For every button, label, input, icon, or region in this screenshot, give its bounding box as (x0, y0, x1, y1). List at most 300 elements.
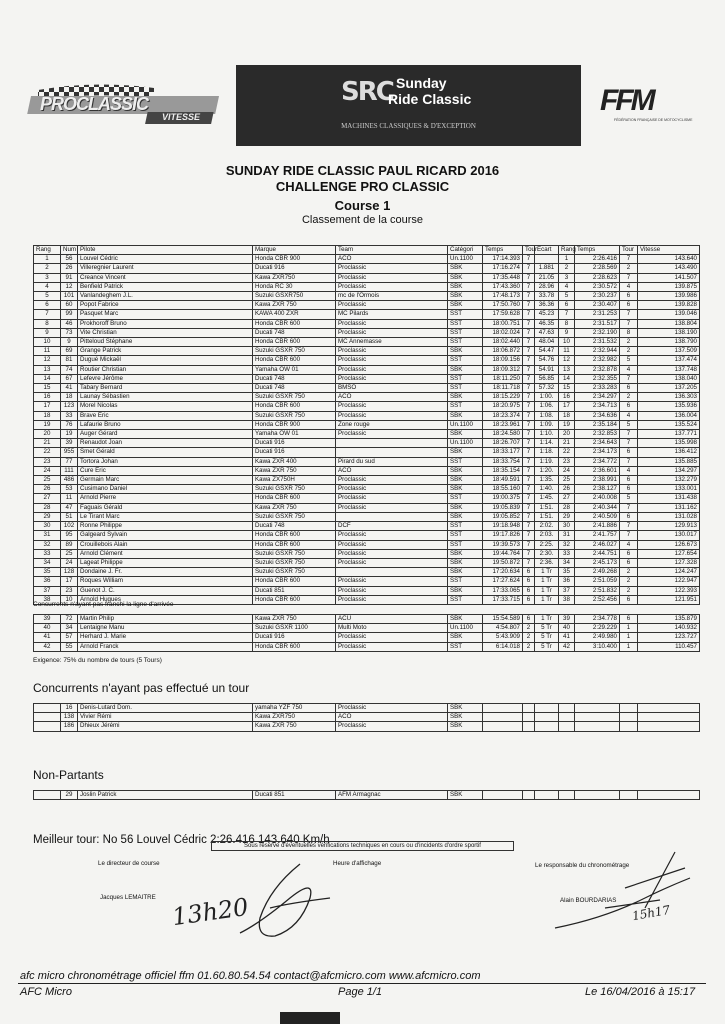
table-cell: 2:35.184 (575, 420, 620, 429)
table-cell: AFM Armagnac (336, 791, 448, 800)
column-header: Tour (620, 246, 638, 255)
table-cell: Grange Patrick (78, 347, 253, 356)
result-row (34, 374, 700, 383)
table-cell: 2 (559, 264, 575, 273)
table-cell: Un.1100 (448, 439, 483, 448)
table-cell: 1 (559, 255, 575, 264)
table-cell: 33 (61, 411, 78, 420)
table-cell: Kawa ZXR 750 (253, 466, 336, 475)
table-cell: SST (448, 577, 483, 586)
table-cell: 2:44.751 (575, 549, 620, 558)
result-row (34, 549, 700, 558)
table-cell (336, 439, 448, 448)
table-cell: 21 (559, 439, 575, 448)
no-lap-title: Concurrents n'ayant pas effectué un tour (33, 681, 250, 695)
table-cell: Proclassic (336, 531, 448, 540)
table-cell: 132.279 (638, 476, 700, 485)
table-cell: Proclassic (336, 282, 448, 291)
table-cell: SST (448, 642, 483, 651)
result-row (34, 264, 700, 273)
table-cell: 6 (620, 402, 638, 411)
table-cell: 5 (620, 494, 638, 503)
table-cell: SBK (448, 264, 483, 273)
table-cell: 186 (61, 722, 78, 731)
table-cell: 19 (61, 430, 78, 439)
chrono-label: Le responsable du chronométrage (535, 862, 630, 869)
table-cell: Ducati 851 (253, 791, 336, 800)
table-cell: Ronne Philippe (78, 522, 253, 531)
table-cell: 18:06.872 (483, 347, 523, 356)
table-cell: 18:49.591 (483, 476, 523, 485)
table-cell: yamaha YZF 750 (253, 704, 336, 713)
table-cell: 2 (620, 586, 638, 595)
table-cell: 16 (61, 704, 78, 713)
table-cell: 18:33.177 (483, 448, 523, 457)
table-cell: 7 (523, 485, 535, 494)
src-sub: MACHINES CLASSIQUES & D'EXCEPTION (341, 122, 476, 130)
table-cell: Honda CBR 600 (253, 356, 336, 365)
table-cell: 2:34.643 (575, 439, 620, 448)
table-cell: 2:40.344 (575, 503, 620, 512)
table-cell: Benfield Patrick (78, 282, 253, 291)
table-cell: 46.35 (535, 319, 559, 328)
table-cell: 6 (34, 301, 61, 310)
table-cell: 2:34.173 (575, 448, 620, 457)
table-cell: Crouillebois Alain (78, 540, 253, 549)
table-cell: 18:55.160 (483, 485, 523, 494)
table-cell (34, 704, 61, 713)
table-cell: 138.790 (638, 338, 700, 347)
table-cell: 28 (559, 503, 575, 512)
table-cell: SBK (448, 633, 483, 642)
table-cell: 17:27.624 (483, 577, 523, 586)
result-row (34, 558, 700, 567)
table-cell: 102 (61, 522, 78, 531)
table-cell: Ducati 916 (253, 448, 336, 457)
table-cell: 122.393 (638, 586, 700, 595)
table-cell (638, 722, 700, 731)
table-cell: 127.654 (638, 549, 700, 558)
table-cell: 2:29.229 (575, 624, 620, 633)
table-cell: 6 (620, 485, 638, 494)
table-cell: Tabary Bernard (78, 384, 253, 393)
table-cell: 25 (61, 549, 78, 558)
table-cell: SBK (448, 568, 483, 577)
table-cell: 138.190 (638, 328, 700, 337)
table-cell: 19:50.872 (483, 558, 523, 567)
table-cell: 6 (523, 615, 535, 624)
table-cell: 7 (523, 310, 535, 319)
table-cell: 60 (61, 301, 78, 310)
table-cell: 2:40.509 (575, 512, 620, 521)
table-cell: ACO (336, 393, 448, 402)
table-cell: 19:00.375 (483, 494, 523, 503)
table-cell: 30 (559, 522, 575, 531)
table-cell: Launay Sébastien (78, 393, 253, 402)
table-cell: 2 (620, 338, 638, 347)
table-cell: 26 (559, 485, 575, 494)
table-cell: 2:34.297 (575, 393, 620, 402)
result-row (34, 430, 700, 439)
table-cell: 15 (34, 384, 61, 393)
result-row (34, 531, 700, 540)
table-cell: 130.017 (638, 531, 700, 540)
table-cell: Proclassic (336, 347, 448, 356)
src-line2: Ride Classic (388, 91, 472, 107)
table-cell: Pirard du sud (336, 457, 448, 466)
table-cell: 77 (61, 457, 78, 466)
table-cell: SBK (448, 273, 483, 282)
table-cell: Proclassic (336, 411, 448, 420)
table-cell: 13 (559, 365, 575, 374)
table-cell: 67 (61, 374, 78, 383)
table-cell: 31 (34, 531, 61, 540)
table-cell: 1 Tr (535, 586, 559, 595)
table-cell: Kawa ZXR750 (253, 273, 336, 282)
table-cell: Suzuki GSXR 750 (253, 568, 336, 577)
table-cell: Lageat Philippe (78, 558, 253, 567)
table-cell: Proclassic (336, 402, 448, 411)
table-cell: SBK (448, 466, 483, 475)
table-cell: Kawa ZXR 750 (253, 503, 336, 512)
table-cell: 134.297 (638, 466, 700, 475)
table-cell: 139.986 (638, 292, 700, 301)
not-finished-row (34, 624, 700, 633)
result-row (34, 476, 700, 485)
table-cell: 31 (559, 531, 575, 540)
table-cell: SBK (448, 282, 483, 291)
table-cell: Galgeard Sylvain (78, 531, 253, 540)
table-cell: 7 (559, 310, 575, 319)
table-cell (559, 791, 575, 800)
table-cell: Arnold Pierre (78, 494, 253, 503)
table-cell: 1 (620, 633, 638, 642)
result-row (34, 356, 700, 365)
result-row (34, 457, 700, 466)
table-cell: Honda CBR 900 (253, 420, 336, 429)
table-cell: Un.1100 (448, 420, 483, 429)
table-cell: Ducati 748 (253, 522, 336, 531)
table-cell: 7 (523, 338, 535, 347)
table-cell: Ducati 916 (253, 633, 336, 642)
table-cell: 18:02.440 (483, 338, 523, 347)
table-cell: 4 (34, 282, 61, 291)
table-cell: Proclassic (336, 264, 448, 273)
table-cell: 2:49.980 (575, 633, 620, 642)
table-cell: 1:20. (535, 466, 559, 475)
table-cell: Auger Gérard (78, 430, 253, 439)
chrono-signature (545, 848, 695, 938)
footer-date: Le 16/04/2016 à 15:17 (585, 986, 696, 998)
table-cell (483, 704, 523, 713)
table-cell: 6 (620, 448, 638, 457)
sunday-ride-classic-logo (236, 65, 581, 146)
table-cell: 33 (559, 549, 575, 558)
table-cell: 6 (523, 577, 535, 586)
table-cell: 126.673 (638, 540, 700, 549)
table-cell: 2:30. (535, 549, 559, 558)
table-cell: BMSO (336, 384, 448, 393)
director-signature (230, 858, 340, 948)
table-cell: 2:46.027 (575, 540, 620, 549)
table-cell: 23 (61, 586, 78, 595)
table-cell: 95 (61, 531, 78, 540)
table-cell: 18:09.312 (483, 365, 523, 374)
table-cell: Faguais Gérald (78, 503, 253, 512)
table-cell: Morel Nicolas (78, 402, 253, 411)
non-partants-title: Non-Partants (33, 768, 104, 782)
table-cell: 7 (523, 273, 535, 282)
table-cell: 55 (61, 642, 78, 651)
table-cell: 7 (620, 430, 638, 439)
table-cell: SBK (448, 476, 483, 485)
challenge-title: CHALLENGE PRO CLASSIC (275, 179, 450, 194)
table-cell: 6 (620, 549, 638, 558)
table-cell: Dondaine J. Fr. (78, 568, 253, 577)
table-cell: Proclassic (336, 374, 448, 383)
table-cell: 1:18. (535, 448, 559, 457)
table-cell: 16 (34, 393, 61, 402)
table-cell: 2 (523, 642, 535, 651)
table-cell: SBK (448, 448, 483, 457)
table-cell: 5 (559, 292, 575, 301)
race-title: Course 1 (334, 198, 391, 213)
table-cell: 137.205 (638, 384, 700, 393)
table-cell: 1 Tr (535, 577, 559, 586)
table-cell: Proclassic (336, 328, 448, 337)
table-cell: 9 (559, 328, 575, 337)
not-finished-row (34, 615, 700, 624)
table-cell: 141.507 (638, 273, 700, 282)
table-cell: 40 (34, 624, 61, 633)
table-cell: Proclassic (336, 476, 448, 485)
table-cell: 18:35.154 (483, 466, 523, 475)
table-cell: 8 (559, 319, 575, 328)
result-row (34, 319, 700, 328)
table-cell: 13 (34, 365, 61, 374)
table-cell (483, 713, 523, 722)
table-cell: 27 (34, 494, 61, 503)
table-cell: 135.524 (638, 420, 700, 429)
table-cell: 2:32.190 (575, 328, 620, 337)
table-cell: 6 (620, 301, 638, 310)
table-cell: SST (448, 356, 483, 365)
table-cell: 51 (61, 512, 78, 521)
table-cell: 47 (61, 503, 78, 512)
table-cell: 139.828 (638, 301, 700, 310)
table-cell: Arnold Clément (78, 549, 253, 558)
table-cell: Louvel Cédric (78, 255, 253, 264)
table-cell: 7 (523, 328, 535, 337)
table-cell: ACO (336, 466, 448, 475)
table-cell: 124.247 (638, 568, 700, 577)
table-cell (535, 713, 559, 722)
table-cell: SBK (448, 365, 483, 374)
column-header: Pilote (78, 246, 253, 255)
result-row (34, 347, 700, 356)
table-cell: 2 (523, 633, 535, 642)
table-cell: 2:51.059 (575, 577, 620, 586)
result-row (34, 586, 700, 595)
table-cell: 24 (34, 466, 61, 475)
table-cell: Honda CBR 600 (253, 595, 336, 604)
column-header: Team (336, 246, 448, 255)
table-cell: 2:32.878 (575, 365, 620, 374)
table-cell (575, 791, 620, 800)
table-cell: 2:32.944 (575, 347, 620, 356)
table-cell: Suzuki GSXR 750 (253, 485, 336, 494)
table-cell: 4:54.807 (483, 624, 523, 633)
table-cell: 54.47 (535, 347, 559, 356)
table-cell: Honda CBR 900 (253, 255, 336, 264)
table-cell: Proclassic (336, 365, 448, 374)
table-cell: 2:32.355 (575, 374, 620, 383)
table-cell: Honda RC 30 (253, 282, 336, 291)
table-cell: 1 Tr (535, 595, 559, 604)
table-cell: 41 (559, 633, 575, 642)
classification-title: Classement de la course (301, 214, 424, 226)
table-cell (559, 704, 575, 713)
table-cell (638, 713, 700, 722)
table-cell: SST (448, 595, 483, 604)
table-cell: Honda CBR 600 (253, 531, 336, 540)
table-cell: 7 (523, 558, 535, 567)
result-row (34, 292, 700, 301)
table-cell: 41 (61, 384, 78, 393)
director-name: Jacques LEMAITRE (100, 894, 156, 901)
table-cell: 7 (523, 384, 535, 393)
table-cell: 54.76 (535, 356, 559, 365)
table-cell: 57 (61, 633, 78, 642)
table-cell: 10 (61, 595, 78, 604)
table-cell: 72 (61, 615, 78, 624)
table-cell: 7 (620, 374, 638, 383)
table-cell: Honda CBR 600 (253, 402, 336, 411)
table-cell: Proclassic (336, 642, 448, 651)
table-cell: SBK (448, 301, 483, 310)
table-cell: 18 (61, 393, 78, 402)
table-cell: 137.771 (638, 430, 700, 439)
table-cell: Kawa ZXR 750 (253, 615, 336, 624)
table-cell: 25 (34, 476, 61, 485)
column-header: Tour (523, 246, 535, 255)
table-cell: Prokhoroff Bruno (78, 319, 253, 328)
table-cell: 18 (559, 411, 575, 420)
table-cell: SST (448, 374, 483, 383)
table-cell: 1:45. (535, 494, 559, 503)
table-cell: 18:23.961 (483, 420, 523, 429)
table-cell: 2:45.173 (575, 558, 620, 567)
table-cell: 7 (523, 347, 535, 356)
table-cell: 2:30.407 (575, 301, 620, 310)
table-cell: 11 (34, 347, 61, 356)
table-cell: 89 (61, 540, 78, 549)
table-cell: SBK (448, 393, 483, 402)
table-cell: 2:51.832 (575, 586, 620, 595)
table-cell: 74 (61, 365, 78, 374)
table-cell: 57.32 (535, 384, 559, 393)
ffm-logo-sub: FÉDÉRATION FRANÇAISE DE MOTOCYCLISME (614, 118, 693, 122)
result-row (34, 439, 700, 448)
result-row (34, 540, 700, 549)
table-cell: 131.028 (638, 512, 700, 521)
table-cell: MC Pilards (336, 310, 448, 319)
table-cell: 139.875 (638, 282, 700, 291)
table-cell: 2:25. (535, 540, 559, 549)
table-cell: 47.63 (535, 328, 559, 337)
table-cell: Ducati 748 (253, 384, 336, 393)
table-cell: Suzuki GSXR 750 (253, 393, 336, 402)
table-cell: 7 (523, 365, 535, 374)
table-cell: 1:14. (535, 439, 559, 448)
table-cell: Zone rouge (336, 420, 448, 429)
src-mark: SRC (341, 77, 393, 107)
table-cell: 2:31.517 (575, 319, 620, 328)
table-cell: Vite Christian (78, 328, 253, 337)
column-header: Ecart (535, 246, 559, 255)
table-cell: 5 Tr (535, 642, 559, 651)
table-cell: 7 (620, 457, 638, 466)
table-cell: 17:33.715 (483, 595, 523, 604)
table-cell: 1:00. (535, 393, 559, 402)
table-cell: 7 (34, 310, 61, 319)
table-cell: 6 (523, 595, 535, 604)
non-partants-table (33, 790, 700, 800)
src-line1: Sunday (396, 75, 447, 91)
table-cell: Un.1100 (448, 255, 483, 264)
table-cell (620, 722, 638, 731)
table-cell: Proclassic (336, 549, 448, 558)
table-cell: Dhieux Jérémi (78, 722, 253, 731)
table-cell (523, 713, 535, 722)
table-cell: 28 (34, 503, 61, 512)
table-cell: Proclassic (336, 301, 448, 310)
table-cell: 22 (34, 448, 61, 457)
table-cell: 1:06. (535, 402, 559, 411)
table-cell: 73 (61, 328, 78, 337)
table-cell: 18:15.229 (483, 393, 523, 402)
table-cell: Honda CBR 600 (253, 642, 336, 651)
table-cell: 20 (559, 430, 575, 439)
table-cell: Ducati 748 (253, 328, 336, 337)
table-cell: 135.885 (638, 457, 700, 466)
table-cell: 123 (61, 402, 78, 411)
table-cell: 4 (620, 466, 638, 475)
table-cell: Popot Fabrice (78, 301, 253, 310)
table-cell: 18:23.374 (483, 411, 523, 420)
no-lap-row (34, 722, 700, 731)
table-cell: 133.001 (638, 485, 700, 494)
table-cell (483, 722, 523, 731)
table-cell: 14 (559, 374, 575, 383)
table-cell: 2:34.772 (575, 457, 620, 466)
table-cell: 3 (34, 273, 61, 282)
table-cell: 2 (620, 393, 638, 402)
table-cell: Suzuki GSXR750 (253, 292, 336, 301)
table-cell: 17 (34, 402, 61, 411)
table-cell (535, 255, 559, 264)
table-cell: 18:09.156 (483, 356, 523, 365)
result-row (34, 568, 700, 577)
table-cell: Pitteloud Stéphane (78, 338, 253, 347)
table-cell: 7 (523, 393, 535, 402)
table-cell (336, 448, 448, 457)
table-cell: 16 (559, 393, 575, 402)
table-cell: 34 (34, 558, 61, 567)
table-cell: 40 (559, 624, 575, 633)
posting-label: Heure d'affichage (333, 860, 382, 867)
table-cell: 46 (61, 319, 78, 328)
